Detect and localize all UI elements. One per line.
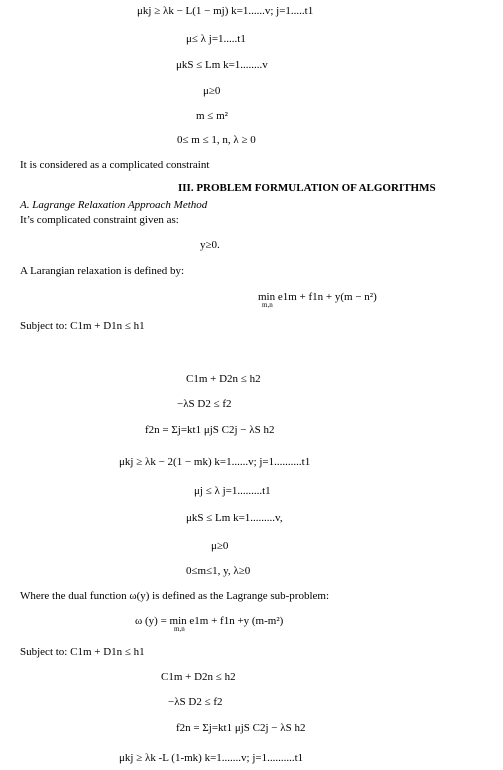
constraint-muks-lm: μkS ≤ Lm k=1........v [176,59,268,71]
mid-constraint-lambda-d2: −λS D2 ≤ f2 [177,398,232,410]
bottom-constraint-mukj: μkj ≥ λk -L (1-mk) k=1.......v; j=1..........t1 [119,752,304,764]
constraint-bounds: 0≤ m ≤ 1, n, λ ≥ 0 [177,134,256,146]
mid-constraint-c1m: C1m + D2n ≤ h2 [186,373,261,385]
subject-to-1: Subject to: C1m + D1n ≤ h1 [20,320,145,332]
mid-constraint-mu-nonneg: μ≥0 [211,540,229,552]
paragraph-lagrangian: A Larangian relaxation is defined by: [20,265,185,277]
lagrangian-equation: min e1m + f1n + y(m − n²) [258,291,377,303]
constraint-mu-lambda: μ≤ λ j=1.....t1 [186,33,246,45]
bottom-constraint-c1m: C1m + D2n ≤ h2 [161,671,236,683]
dual-subscript: m,n [174,625,185,633]
paragraph-complicated: It is considered as a complicated constraint [20,159,210,171]
constraint-mukj-L: μkj ≥ λk − L(1 − mj) k=1......v; j=1.....t1 [137,5,314,17]
mid-constraint-muj: μj ≤ λ j=1.........t1 [194,485,271,497]
equation-y: y≥0. [200,239,220,251]
paragraph-complicated-given: It’s complicated constraint given as: [20,214,179,226]
bottom-constraint-f2n: f2n = Σj=kt1 μjS C2j − λS h2 [176,722,306,734]
bottom-constraint-lambda-d2: −λS D2 ≤ f2 [168,696,223,708]
paragraph-dual-function: Where the dual function ω(y) is defined as the Lagrange sub-problem: [20,590,330,602]
mid-constraint-f2n: f2n = Σj=kt1 μjS C2j − λS h2 [145,424,275,436]
constraint-mu-nonneg: μ≥0 [203,85,221,97]
dual-equation: ω (y) = min e1m + f1n +y (m-m²) [135,615,284,627]
mid-constraint-mukj: μkj ≥ λk − 2(1 − mk) k=1......v; j=1..........t1 [119,456,311,468]
subject-to-2: Subject to: C1m + D1n ≤ h1 [20,646,145,658]
section-heading: III. PROBLEM FORMULATION OF ALGORITHMS [178,182,436,194]
mid-constraint-bounds: 0≤m≤1, y, λ≥0 [186,565,251,577]
mid-constraint-muks: μkS ≤ Lm k=1.........v, [186,512,283,524]
constraint-m-m2: m ≤ m² [196,110,228,122]
subsection-heading: A. Lagrange Relaxation Approach Method [20,199,208,211]
lagrangian-subscript: m,n [262,301,273,309]
